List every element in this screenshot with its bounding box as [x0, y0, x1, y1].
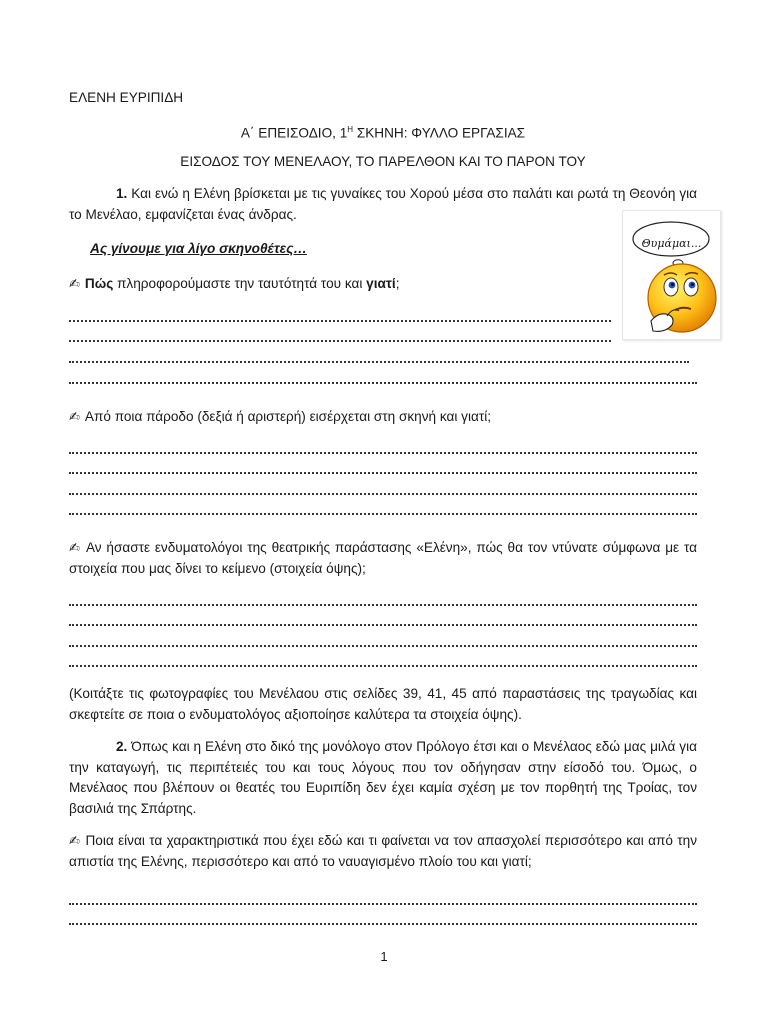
- task-instruction: Ας γίνουμε για λίγο σκηνοθέτες…: [90, 241, 307, 256]
- question-3-text: Αν ήσαστε ενδυματολόγοι της θεατρικής παράστασης «Ελένη», πώς θα τον ντύνατε σύμφωνα με τα στοιχεία που μας δίνει το κείμενο (στοιχεία όψης);: [69, 540, 697, 576]
- subtitle-text-rest: ΣΚΗΝΗ: ΦΥΛΛΟ ΕΡΓΑΣΙΑΣ: [353, 125, 526, 141]
- thinking-smiley-icon: [623, 211, 720, 339]
- writing-hand-icon: ✍: [69, 833, 81, 848]
- answer-line: [69, 491, 697, 495]
- question-1: [69, 274, 609, 295]
- question-1-end: ;: [395, 276, 400, 291]
- subtitle-superscript: Η: [347, 125, 354, 134]
- answer-line: [69, 450, 697, 454]
- answer-line: [69, 318, 611, 322]
- question-4-text: Ποια είναι τα χαρακτηριστικά που έχει εδώ και τι φαίνεται να τον απασχολεί περισσότερο και από την απιστία της Ελένης, περισσότερο και από το ναυαγισμένο πλοίο του και γιατί;: [69, 833, 697, 869]
- writing-hand-icon: ✍: [69, 276, 80, 291]
- section1-paragraph: [69, 184, 697, 225]
- answer-line: [69, 901, 697, 905]
- question-1-keyword-how: Πώς: [84, 276, 114, 291]
- writing-hand-icon: ✍: [69, 540, 81, 555]
- question-2: [69, 407, 697, 428]
- question-1-text: πληροφορούμαστε την ταυτότητά του και: [113, 276, 367, 291]
- thinking-smiley-sticker: [622, 210, 721, 340]
- answer-line: [69, 470, 697, 474]
- answer-line: [69, 380, 697, 384]
- section1-text: Και ενώ η Ελένη βρίσκεται με τις γυναίκες του Χορού μέσα στο παλάτι και ρωτά τη Θεονόη για το Μενέλαο, εμφανίζεται ένας άνδρας.: [69, 186, 697, 222]
- section1-number: 1.: [116, 186, 128, 201]
- question-4: [69, 831, 697, 872]
- answer-line: [69, 622, 697, 626]
- page-number: 1: [380, 949, 388, 964]
- bubble-text: Θυμάμαι...: [641, 237, 702, 250]
- section-heading: ΕΙΣΟΔΟΣ ΤΟΥ ΜΕΝΕΛΑΟΥ, ΤΟ ΠΑΡΕΛΘΟΝ ΚΑΙ ΤΟ ΠΑΡΟΝ ΤΟΥ: [180, 154, 586, 169]
- writing-hand-icon: ✍: [69, 409, 80, 424]
- question-1-keyword-why: γιατί: [366, 276, 396, 291]
- answer-line: [69, 338, 611, 342]
- answer-line: [69, 359, 689, 363]
- answer-line: [69, 921, 697, 925]
- question-3: [69, 538, 697, 579]
- author-title: ΕΛΕΝΗ ΕΥΡΙΠΙΔΗ: [69, 90, 184, 105]
- subtitle-text: Α΄ ΕΠΕΙΣΟΔΙΟ, 1: [240, 125, 348, 141]
- answer-line: [69, 663, 697, 667]
- section2-text: Όπως και η Ελένη στο δικό της μονόλογο στον Πρόλογο έτσι και ο Μενέλαος εδώ μας μιλά για την καταγωγή, τις περιπέτειές του και τους λόγους που τον οδήγησαν στην είσοδό του. Όμως, ο Μενέλαος που βλέπουν οι θεατές του Ευριπίδη δεν έχει καμία σχέση με τον πορθητή της Τροίας, τον βασιλιά της Σπάρτης.: [69, 739, 697, 816]
- answer-line: [69, 602, 697, 606]
- photo-note: (Κοιτάξτε τις φωτογραφίες του Μενέλαου στις σελίδες 39, 41, 45 από παραστάσεις της τραγωδίας και σκεφτείτε σε ποια ο ενδυματολόγος αξιοποίησε καλύτερα τα στοιχεία όψης).: [69, 686, 697, 722]
- answer-line: [69, 511, 697, 515]
- section2-number: 2.: [116, 739, 128, 754]
- answer-line: [69, 643, 697, 647]
- subtitle: [69, 120, 697, 144]
- question-2-text: Από ποια πάροδο (δεξιά ή αριστερή) εισέρχεται στη σκηνή και γιατί;: [84, 409, 491, 424]
- section2-paragraph: [69, 737, 697, 819]
